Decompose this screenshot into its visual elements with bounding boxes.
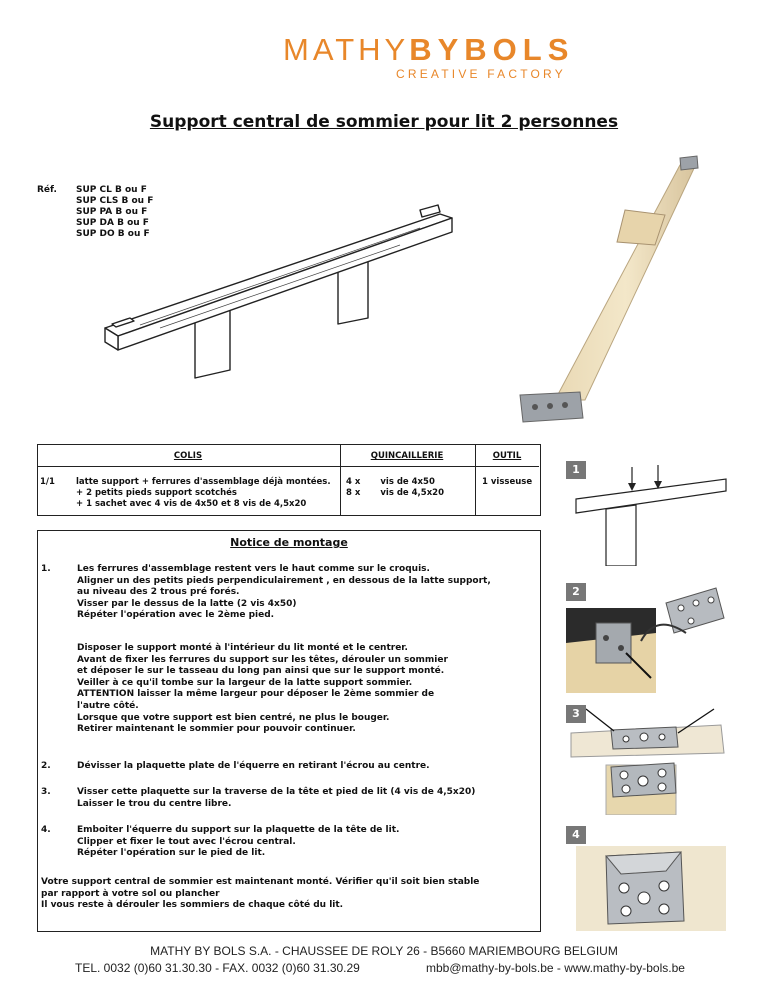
closing-text (41, 877, 479, 912)
step-line: Retirer maintenant le sommier pour pouvoir continuer. (77, 724, 356, 735)
step-number: 4. (41, 825, 51, 835)
reference-code: SUP DA B ou F (76, 218, 149, 228)
step-text (77, 564, 491, 622)
assembly-instructions (37, 530, 541, 932)
step-text (77, 787, 475, 810)
reference-code: SUP DO B ou F (76, 229, 150, 239)
step-line: Disposer le support monté à l'intérieur du lit monté et le centrer. (77, 643, 408, 653)
step-text (77, 761, 430, 773)
notice-title: Notice de montage (230, 536, 348, 549)
hardware-list (346, 477, 444, 499)
step-line: et déposer le sur le tasseau du long pan ainsi que sur le support monté. (77, 666, 445, 677)
reference-code: SUP CLS B ou F (76, 196, 154, 206)
step-line: Veiller à ce qu'il tombe sur la largeur de la latte support sommier. (77, 677, 413, 688)
reference-label: Réf. (37, 185, 57, 195)
step-text (77, 643, 448, 736)
logo-light-text: MATHY (283, 32, 410, 67)
hardware-qty: 4 x (346, 477, 361, 487)
step-line: Les ferrures d'assemblage restent vers le haut comme sur le croquis. (77, 564, 430, 574)
colis-content (76, 477, 331, 510)
step-line: l'autre côté. (77, 700, 139, 711)
colis-line: + 2 petits pieds support scotchés (76, 488, 237, 498)
quincaillerie-header: QUINCAILLERIE (370, 451, 444, 461)
step-line: ATTENTION laisser la même largeur pour déposer le 2ème sommier de (77, 689, 435, 700)
footer-phone: TEL. 0032 (0)60 31.30.30 - FAX. 0032 (0)60 31.30.29 (75, 961, 360, 975)
footer-address: MATHY BY BOLS S.A. - CHAUSSEE DE ROLY 26 - B5660 MARIEMBOURG BELGIUM (150, 944, 618, 958)
step-line: Lorsque que votre support est bien centré, ne plus le bouger. (77, 712, 390, 723)
brand-tagline: CREATIVE FACTORY (396, 67, 566, 81)
step-line: Visser par le dessus de la latte (2 vis 4x50) (77, 598, 297, 609)
footer-contact: mbb@mathy-by-bols.be - www.mathy-by-bols.be (426, 961, 685, 975)
step-line: au niveau des 2 trous pré forés. (77, 587, 240, 598)
row-number: 1/1 (40, 477, 55, 487)
closing-line: Votre support central de sommier est maintenant monté. Vérifier qu'il soit bien stable (41, 877, 480, 887)
step-number: 1. (41, 564, 51, 574)
support-line-drawing (100, 200, 470, 385)
photo-number: 1 (566, 461, 586, 479)
hardware-item: vis de 4,5x20 (380, 488, 445, 498)
photo-step-3 (566, 705, 730, 815)
closing-line: par rapport à votre sol ou plancher (41, 888, 220, 899)
photo-number: 2 (566, 583, 586, 601)
outil-header: OUTIL (492, 451, 522, 461)
step-line: Dévisser la plaquette plate de l'équerre en retirant l'écrou au centre. (77, 761, 430, 771)
closing-line: Il vous reste à dérouler les sommiers de chaque côté du lit. (41, 900, 344, 911)
colis-line: latte support + ferrures d'assemblage déjà montées. (76, 477, 331, 487)
step-number: 3. (41, 787, 51, 797)
hardware-qty: 8 x (346, 488, 361, 498)
logo-bold-text: BYBOLS (409, 32, 575, 67)
colis-header: COLIS (173, 451, 203, 461)
photo-step-2 (566, 583, 730, 693)
step-line: Clipper et fixer le tout avec l'écrou central. (77, 836, 296, 847)
photo-step-4 (566, 826, 730, 931)
tool-value: 1 visseuse (482, 477, 533, 487)
step-text (77, 825, 399, 860)
photo-step-1 (566, 461, 730, 566)
reference-code: SUP CL B ou F (76, 185, 147, 195)
hardware-item: vis de 4x50 (380, 477, 435, 487)
step-line: Laisser le trou du centre libre. (77, 798, 232, 809)
step-line: Avant de fixer les ferrures du support sur les têtes, dérouler un sommier (77, 654, 448, 665)
colis-line: + 1 sachet avec 4 vis de 4x50 et 8 vis de 4,5x20 (76, 499, 307, 509)
step-line: Répéter l'opération avec le 2ème pied. (77, 610, 275, 621)
photo-number: 4 (566, 826, 586, 844)
step-line: Répéter l'opération sur le pied de lit. (77, 848, 266, 859)
support-photo (505, 150, 735, 430)
step-line: Emboiter l'équerre du support sur la plaquette de la tête de lit. (77, 825, 400, 835)
step-line: Visser cette plaquette sur la traverse de la tête et pied de lit (4 vis de 4,5x20) (77, 787, 476, 797)
photo-number: 3 (566, 705, 586, 723)
brand-logo (283, 32, 574, 68)
reference-code: SUP PA B ou F (76, 207, 148, 217)
step-line: Aligner un des petits pieds perpendiculairement , en dessous de la latte support, (77, 575, 491, 586)
page-title: Support central de sommier pour lit 2 personnes (149, 112, 619, 132)
step-number: 2. (41, 761, 51, 771)
